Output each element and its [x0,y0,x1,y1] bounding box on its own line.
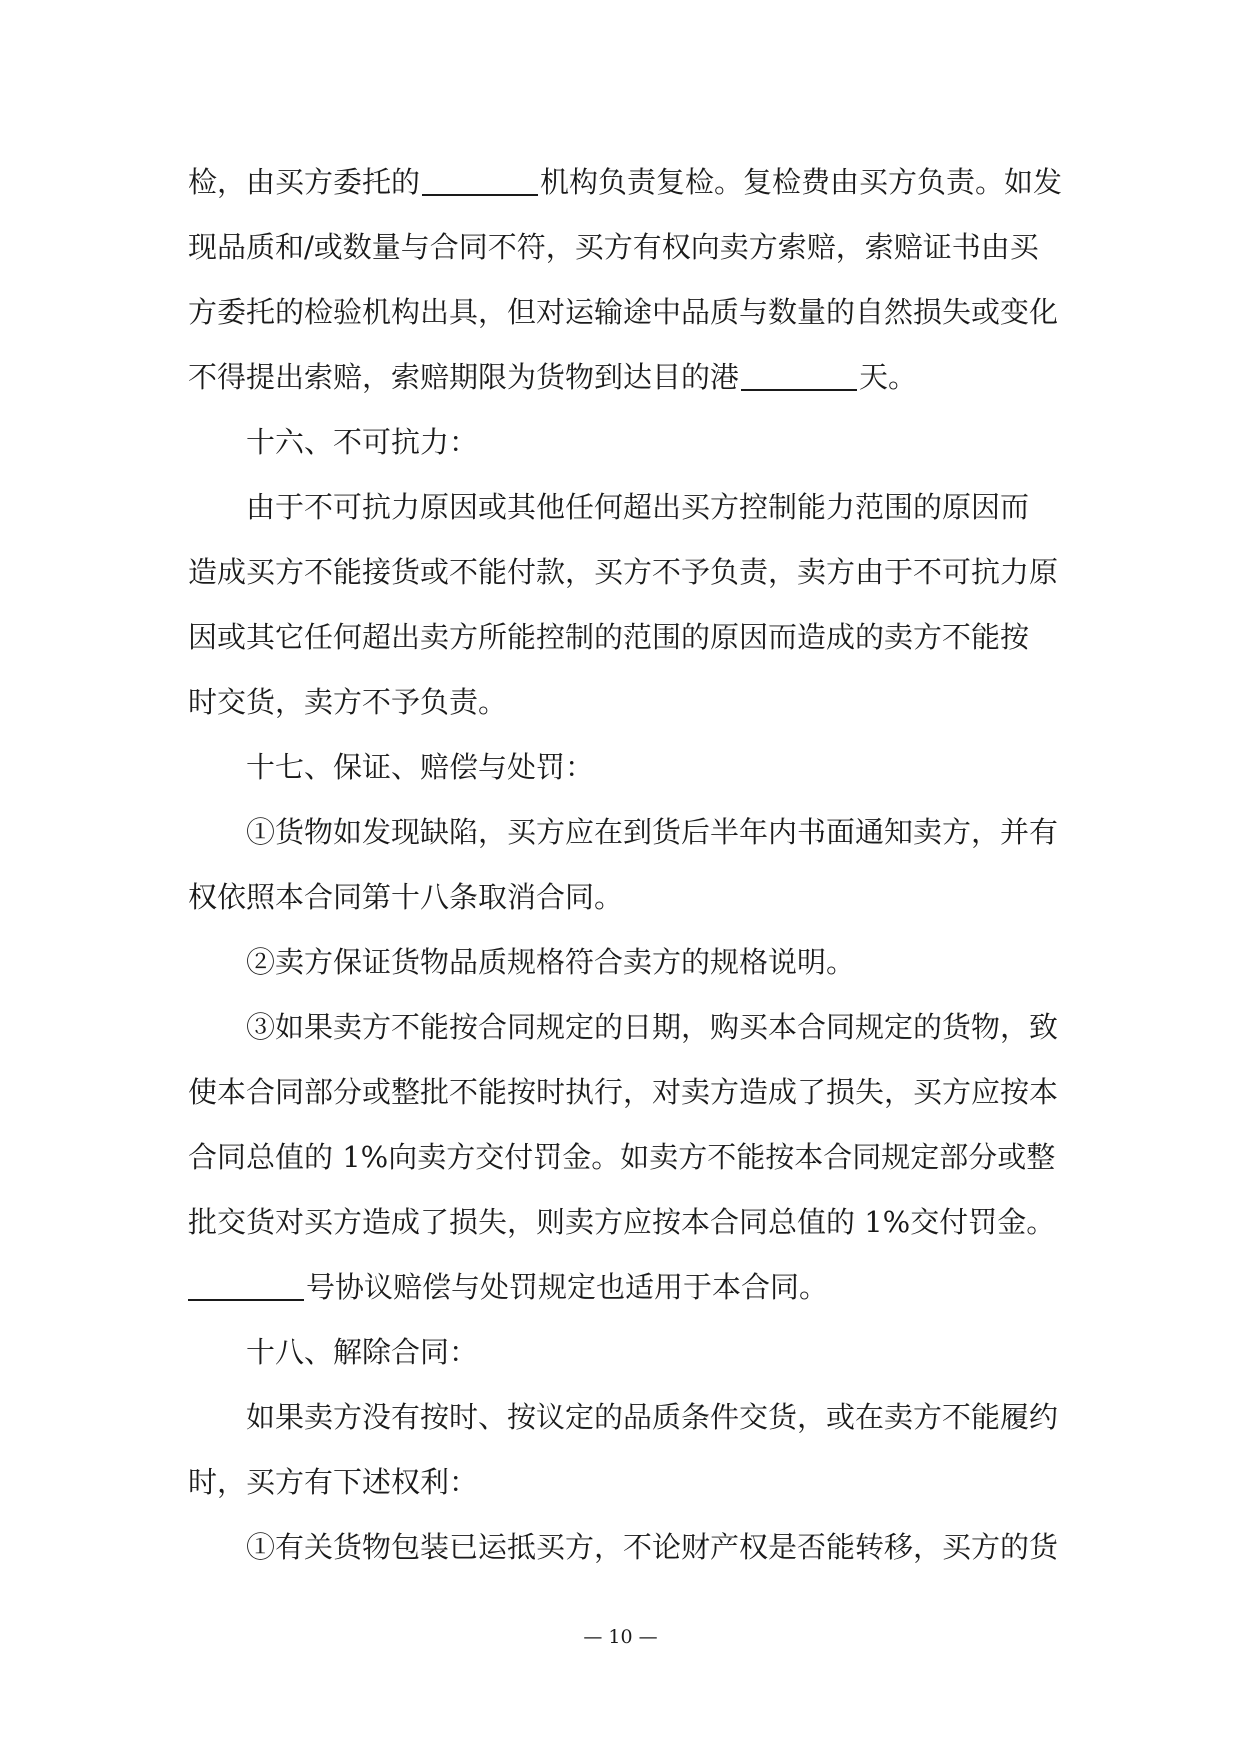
text-line-6: 由于不可抗力原因或其他任何超出买方控制能力范围的原因而 [246,490,1030,524]
text-line-20: 如果卖方没有按时、按议定的品质条件交货，或在卖方不能履约 [246,1400,1059,1434]
section-heading-17: 十七、保证、赔偿与处罚： [246,750,595,784]
document-body [188,150,1063,1580]
section-heading-16: 十六、不可抗力： [246,425,479,459]
text-line-9: 时交货，卖方不予负责。 [188,685,508,719]
text-line-16: 合同总值的 1%向卖方交付罚金。如卖方不能按本合同规定部分或整 [188,1140,1056,1174]
text-line-18: 号协议赔偿与处罚规定也适用于本合同。 [188,1255,1058,1320]
text-line-21: 时，买方有下述权利： [188,1465,479,1499]
text-line-1: 检，由买方委托的 机构负责复检。复检费由买方负责。如发 [188,165,1063,199]
text-line-11: ①货物如发现缺陷，买方应在到货后半年内书面通知卖方，并有 [246,815,1059,849]
text-line-13: ②卖方保证货物品质规格符合卖方的规格说明。 [246,945,856,979]
text-line-3: 方委托的检验机构出具，但对运输途中品质与数量的自然损失或变化 [188,295,1059,329]
text-line-22: ①有关货物包装已运抵买方，不论财产权是否能转移，买方的货 [246,1530,1059,1564]
text-line-2: 现品质和/或数量与合同不符，买方有权向卖方索赔，索赔证书由买 [188,230,1039,264]
fill-in-blank [188,1269,304,1301]
text-line-4: 不得提出索赔，索赔期限为货物到达目的港 天。 [188,360,918,394]
text-line-8: 因或其它任何超出卖方所能控制的范围的原因而造成的卖方不能按 [188,620,1030,654]
fill-in-blank [422,164,538,196]
fill-in-blank [741,359,857,391]
section-heading-18: 十八、解除合同： [246,1335,479,1369]
text-line-7: 造成买方不能接货或不能付款，买方不予负责，卖方由于不可抗力原 [188,555,1059,589]
text-line-15: 使本合同部分或整批不能按时执行，对卖方造成了损失，买方应按本 [188,1075,1059,1109]
text-line-17: 批交货对买方造成了损失，则卖方应按本合同总值的 1%交付罚金。 [188,1205,1056,1239]
text-line-12: 权依照本合同第十八条取消合同。 [188,880,624,914]
page-number: — 10 — [583,1626,658,1648]
text-line-14: ③如果卖方不能按合同规定的日期，购买本合同规定的货物，致 [246,1010,1059,1044]
